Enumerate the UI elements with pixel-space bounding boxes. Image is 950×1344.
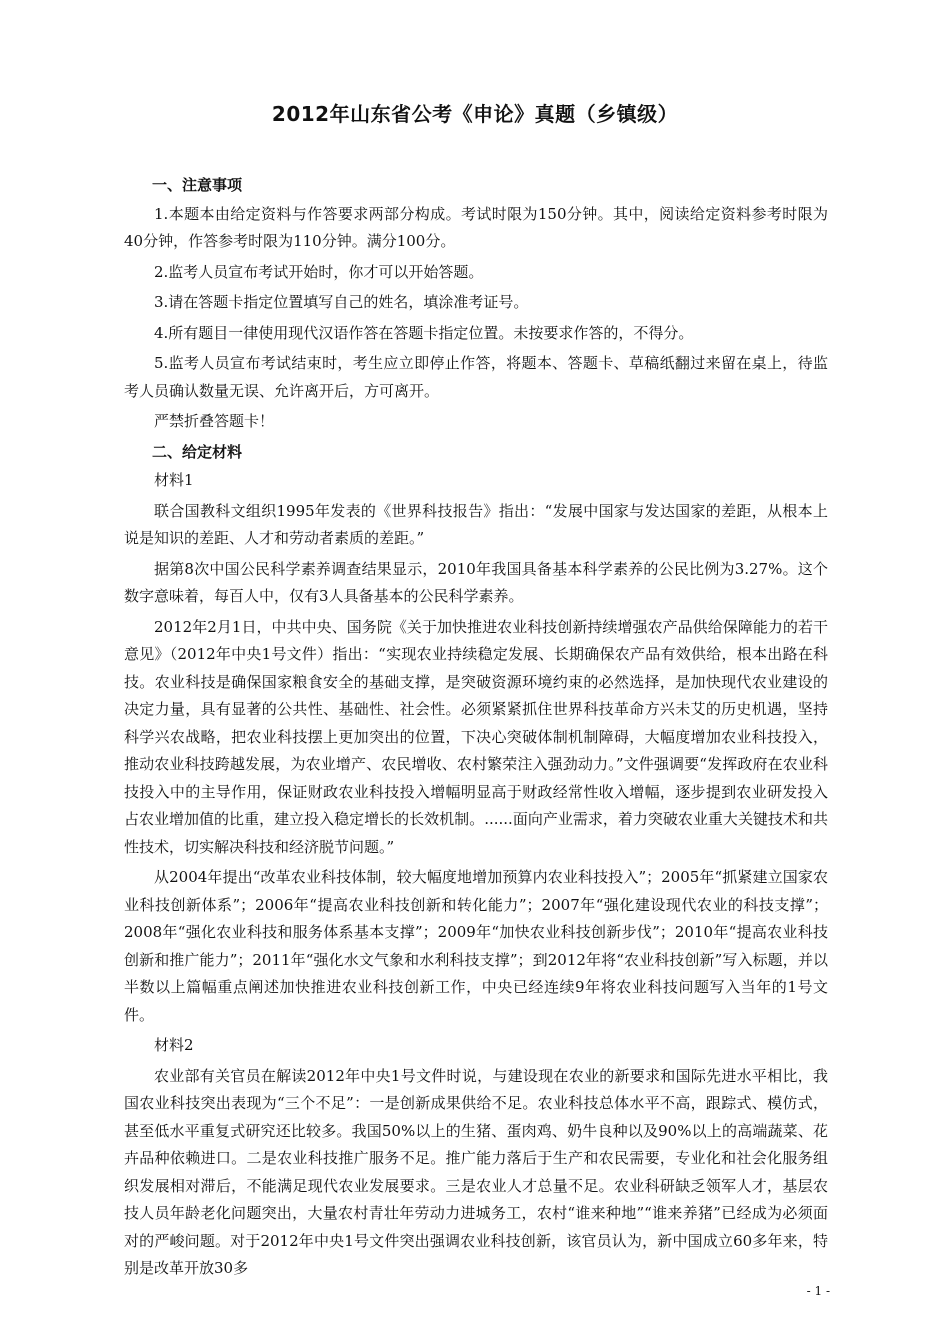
- material-paragraph: 联合国教科文组织1995年发表的《世界科技报告》指出：“发展中国家与发达国家的差距，从根本上说是知识的差距、人才和劳动者素质的差距。”: [124, 501, 828, 547]
- note-item: 4.所有题目一律使用现代汉语作答在答题卡指定位置。未按要求作答的，不得分。: [154, 323, 694, 342]
- document-body: [124, 172, 828, 1286]
- note-item: 2.监考人员宣布考试开始时，你才可以开始答题。: [154, 262, 484, 281]
- material-paragraph: 从2004年提出“改革农业科技体制，较大幅度地增加预算内农业科技投入”；2005年“抓紧建立国家农业科技创新体系”；2006年“提高农业科技创新和转化能力”；2007年“强化建设现代农业的科技支撑”；2008年“强化农业科技和服务体系基本支撑”；2009年“加快农业科技创新步伐”；2010年“提高农业科技创新和推广能力”；2011年“强化水文气象和水利科技支撑”；到2012年将“农业科技创新”写入标题，并以半数以上篇幅重点阐述加快推进农业科技创新工作，中央已经连续9年将农业科技问题写入当年的1号文件。: [124, 868, 828, 1024]
- page-number: - 1 -: [806, 1284, 830, 1298]
- note-item: 3.请在答题卡指定位置填写自己的姓名，填涂准考证号。: [154, 293, 529, 311]
- note-item: 严禁折叠答题卡！: [154, 412, 275, 430]
- note-item: 1.本题本由给定资料与作答要求两部分构成。考试时限为150分钟。其中，阅读给定资料参考时限为40分钟，作答参考时限为110分钟。满分100分。: [124, 204, 828, 250]
- material-label: 材料2: [154, 1036, 194, 1054]
- section-heading-materials: 二、给定材料: [152, 442, 243, 461]
- note-item: 5.监考人员宣布考试结束时，考生应立即停止作答，将题本、答题卡、草稿纸翻过来留在桌上，待监考人员确认数量无误、允许离开后，方可离开。: [124, 354, 828, 400]
- section-heading-notes: 一、注意事项: [152, 176, 243, 194]
- page-title: 2012年山东省公考《申论》真题（乡镇级）: [271, 102, 679, 126]
- material-paragraph: 农业部有关官员在解读2012年中央1号文件时说，与建设现在农业的新要求和国际先进水平相比，我国农业科技突出表现为“三个不足”：一是创新成果供给不足。农业科技总体水平不高，跟踪式、模仿式，甚至低水平重复式研究还比较多。我国50%以上的生猪、蛋肉鸡、奶牛良种以及90%以上的高端蔬菜、花卉品种依赖进口。二是农业科技推广服务不足。推广能力落后于生产和农民需要，专业化和社会化服务组织发展相对滞后，不能满足现代农业发展要求。三是农业人才总量不足。农业科研缺乏领军人才，基层农技人员年龄老化问题突出，大量农村青壮年劳动力进城务工，农村“谁来种地”“谁来养猪”已经成为必须面对的严峻问题。对于2012年中央1号文件突出强调农业科技创新，该官员认为，新中国成立60多年来，特别是改革开放30多: [124, 1066, 828, 1277]
- material-paragraph: 据第8次中国公民科学素养调查结果显示，2010年我国具备基本科学素养的公民比例为3.27%。这个数字意味着，每百人中，仅有3人具备基本的公民科学素养。: [124, 559, 828, 605]
- material-label: 材料1: [154, 471, 194, 489]
- material-paragraph: 2012年2月1日，中共中央、国务院《关于加快推进农业科技创新持续增强农产品供给保障能力的若干意见》（2012年中央1号文件）指出：“实现农业持续稳定发展、长期确保农产品有效供给，根本出路在科技。农业科技是确保国家粮食安全的基础支撑，是突破资源环境约束的必然选择，是加快现代农业建设的决定力量，具有显著的公共性、基础性、社会性。必须紧紧抓住世界科技革命方兴未艾的历史机遇，坚持科学兴农战略，把农业科技摆上更加突出的位置，下决心突破体制机制障碍，大幅度增加农业科技投入，推动农业科技跨越发展，为农业增产、农民增收、农村繁荣注入强劲动力。”文件强调要“发挥政府在农业科技投入中的主导作用，保证财政农业科技投入增幅明显高于财政经常性收入增幅，逐步提到农业研发投入占农业增加值的比重，建立投入稳定增长的长效机制。......面向产业需求，着力突破农业重大关键技术和共性技术，切实解决科技和经济脱节问题。”: [124, 617, 828, 856]
